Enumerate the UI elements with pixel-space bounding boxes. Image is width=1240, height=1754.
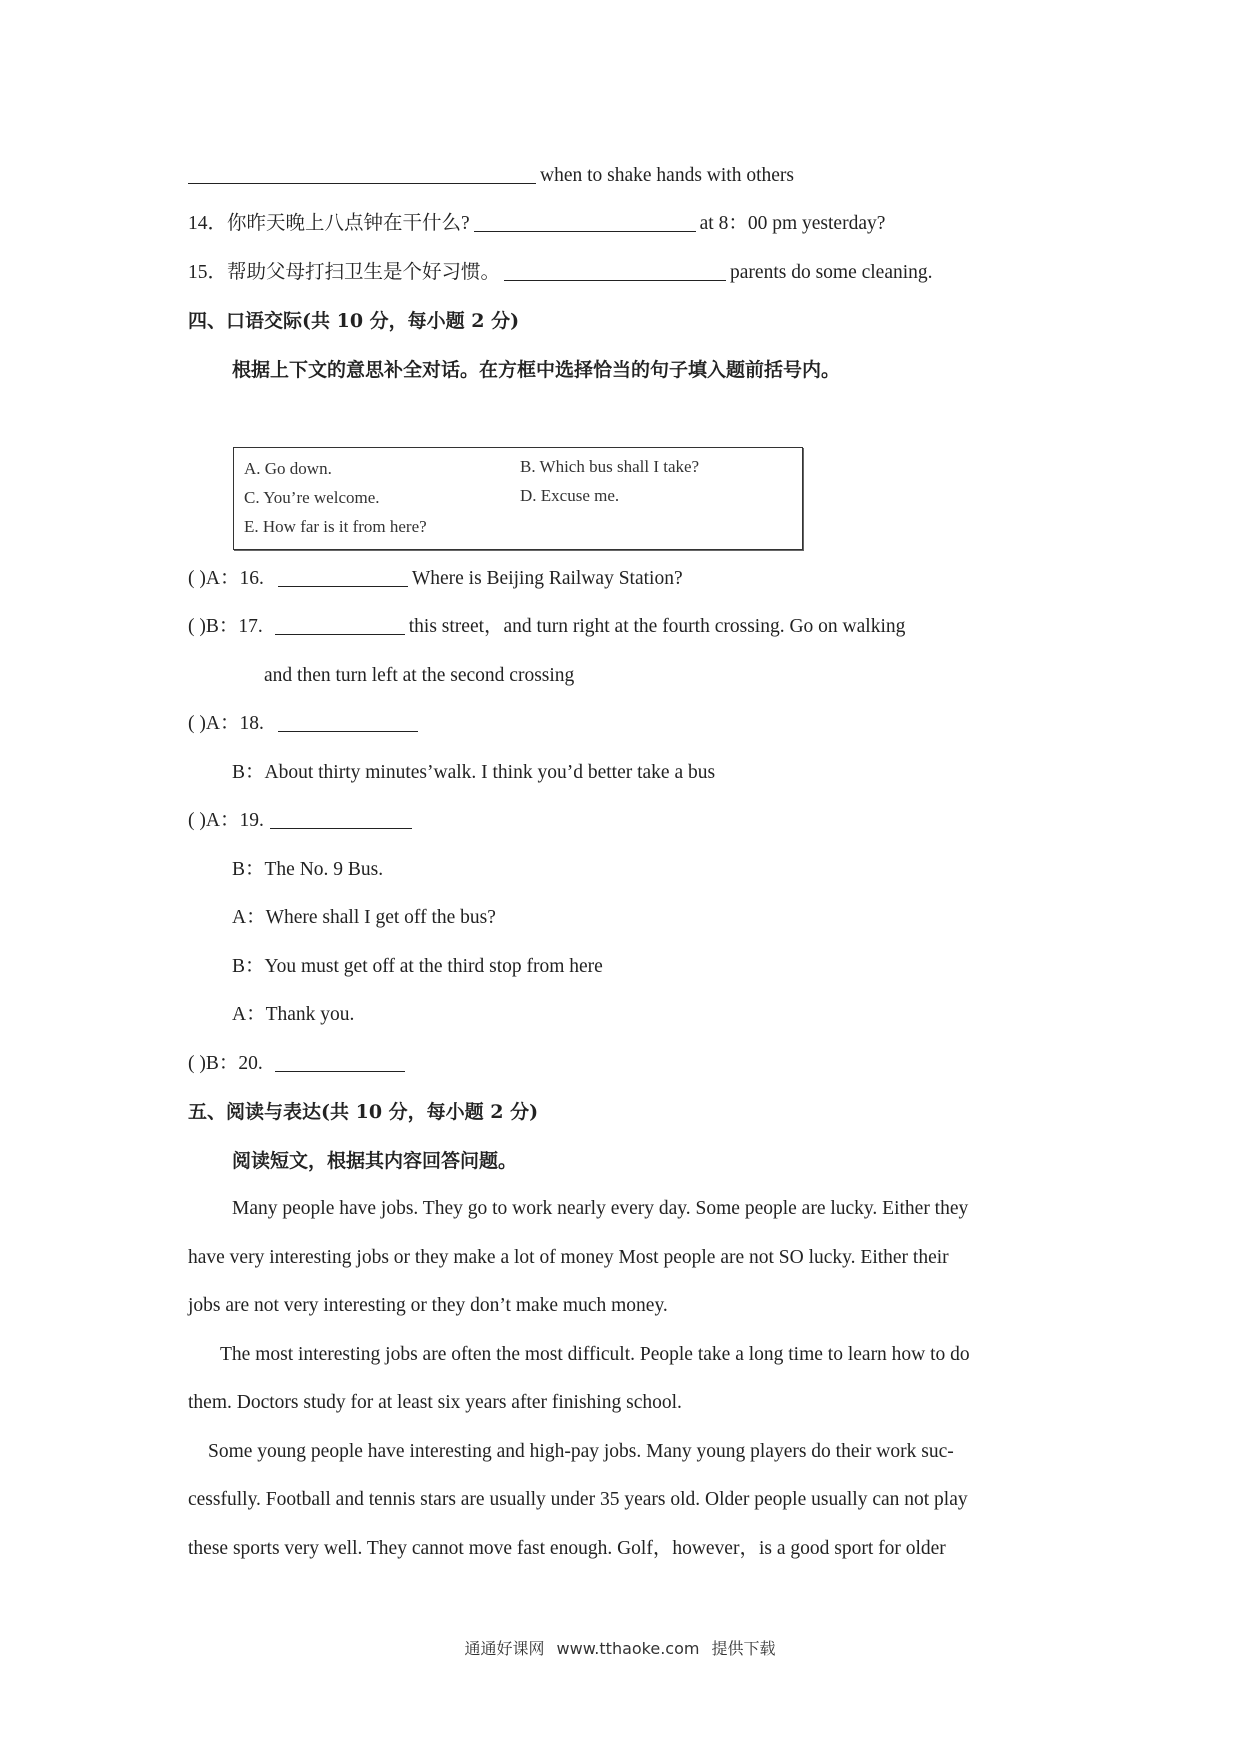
dialog-line-getoff: A：Where shall I get off the bus?: [232, 907, 496, 928]
dialog-line-stop: B：You must get off at the third stop from here: [232, 956, 603, 977]
answer-blank[interactable]: [188, 163, 536, 184]
q18-response: B：About thirty minutes’walk. I think you’d better take a bus: [232, 762, 716, 783]
answer-blank[interactable]: [474, 211, 696, 232]
footer-note: 提供下载: [711, 1639, 776, 1658]
answer-paren: ( )B：20.: [188, 1053, 263, 1074]
q14-line: [188, 211, 885, 237]
options-box: [233, 447, 803, 550]
q13-line: [188, 163, 794, 189]
q15-suffix: parents do some cleaning.: [730, 262, 933, 283]
section4-heading: 四、口语交际(共 10 分，每小题 2 分): [188, 310, 520, 332]
option-a: A. Go down.: [244, 459, 332, 478]
answer-blank[interactable]: [278, 711, 418, 732]
q18-line: [188, 711, 422, 737]
option-e: E. How far is it from here?: [244, 517, 427, 536]
q19-line: [188, 808, 416, 834]
footer-url[interactable]: www.tthaoke.com: [556, 1639, 700, 1658]
passage-p3-line1: Some young people have interesting and high-pay jobs. Many young players do their work suc-: [208, 1441, 954, 1462]
q17-text: this street，and turn right at the fourth crossing. Go on walking: [408, 616, 906, 637]
section4-instruction: 根据上下文的意思补全对话。在方框中选择恰当的句子填入题前括号内。: [232, 359, 841, 381]
passage-p3-line2: cessfully. Football and tennis stars are usually under 35 years old. Older people usually can not play: [188, 1489, 968, 1510]
q14-suffix: at 8：00 pm yesterday?: [699, 213, 886, 234]
footer: [0, 1636, 1240, 1659]
passage-p1-line3: jobs are not very interesting or they don’t make much money.: [188, 1295, 668, 1316]
answer-paren: ( )A：18.: [188, 713, 264, 734]
q17-line: [188, 614, 905, 640]
q16-text: Where is Beijing Railway Station?: [411, 568, 683, 589]
answer-blank[interactable]: [270, 808, 412, 829]
section5-heading: 五、阅读与表达(共 10 分，每小题 2 分): [188, 1101, 539, 1123]
answer-blank[interactable]: [278, 566, 408, 587]
dialog-line-bus: B：The No. 9 Bus.: [232, 859, 384, 880]
passage-p2-line2: them. Doctors study for at least six years after finishing school.: [188, 1392, 682, 1413]
q15-prompt: 15．帮助父母打扫卫生是个好习惯。: [188, 262, 501, 283]
passage-p1-line1: Many people have jobs. They go to work nearly every day. Some people are lucky. Either they: [232, 1198, 969, 1219]
answer-paren: ( )B：17.: [188, 616, 263, 637]
passage-p1-line2: have very interesting jobs or they make a lot of money Most people are not SO lucky. Either their: [188, 1247, 949, 1268]
passage-p2-line1: The most interesting jobs are often the most difficult. People take a long time to learn how to do: [220, 1344, 970, 1365]
q13-text: when to shake hands with others: [540, 165, 794, 186]
answer-paren: ( )A：16.: [188, 568, 264, 589]
q15-line: [188, 260, 933, 286]
q16-line: [188, 566, 683, 592]
answer-blank[interactable]: [275, 1051, 405, 1072]
q17-continuation: and then turn left at the second crossing: [264, 665, 575, 686]
passage-p3-line3: these sports very well. They cannot move fast enough. Golf，however，is a good sport for older: [188, 1538, 946, 1559]
answer-paren: ( )A：19.: [188, 810, 264, 831]
dialog-line-thanks: A：Thank you.: [232, 1004, 355, 1025]
footer-site-name: 通通好课网: [464, 1639, 545, 1658]
option-c: C. You’re welcome.: [244, 488, 380, 507]
q20-line: [188, 1051, 409, 1077]
option-d: D. Excuse me.: [520, 486, 620, 505]
q14-prompt: 14．你昨天晚上八点钟在干什么?: [188, 213, 470, 234]
answer-blank[interactable]: [504, 260, 726, 281]
option-b: B. Which bus shall I take?: [520, 457, 700, 476]
answer-blank[interactable]: [275, 614, 405, 635]
section5-instruction: 阅读短文，根据其内容回答问题。: [232, 1150, 518, 1172]
